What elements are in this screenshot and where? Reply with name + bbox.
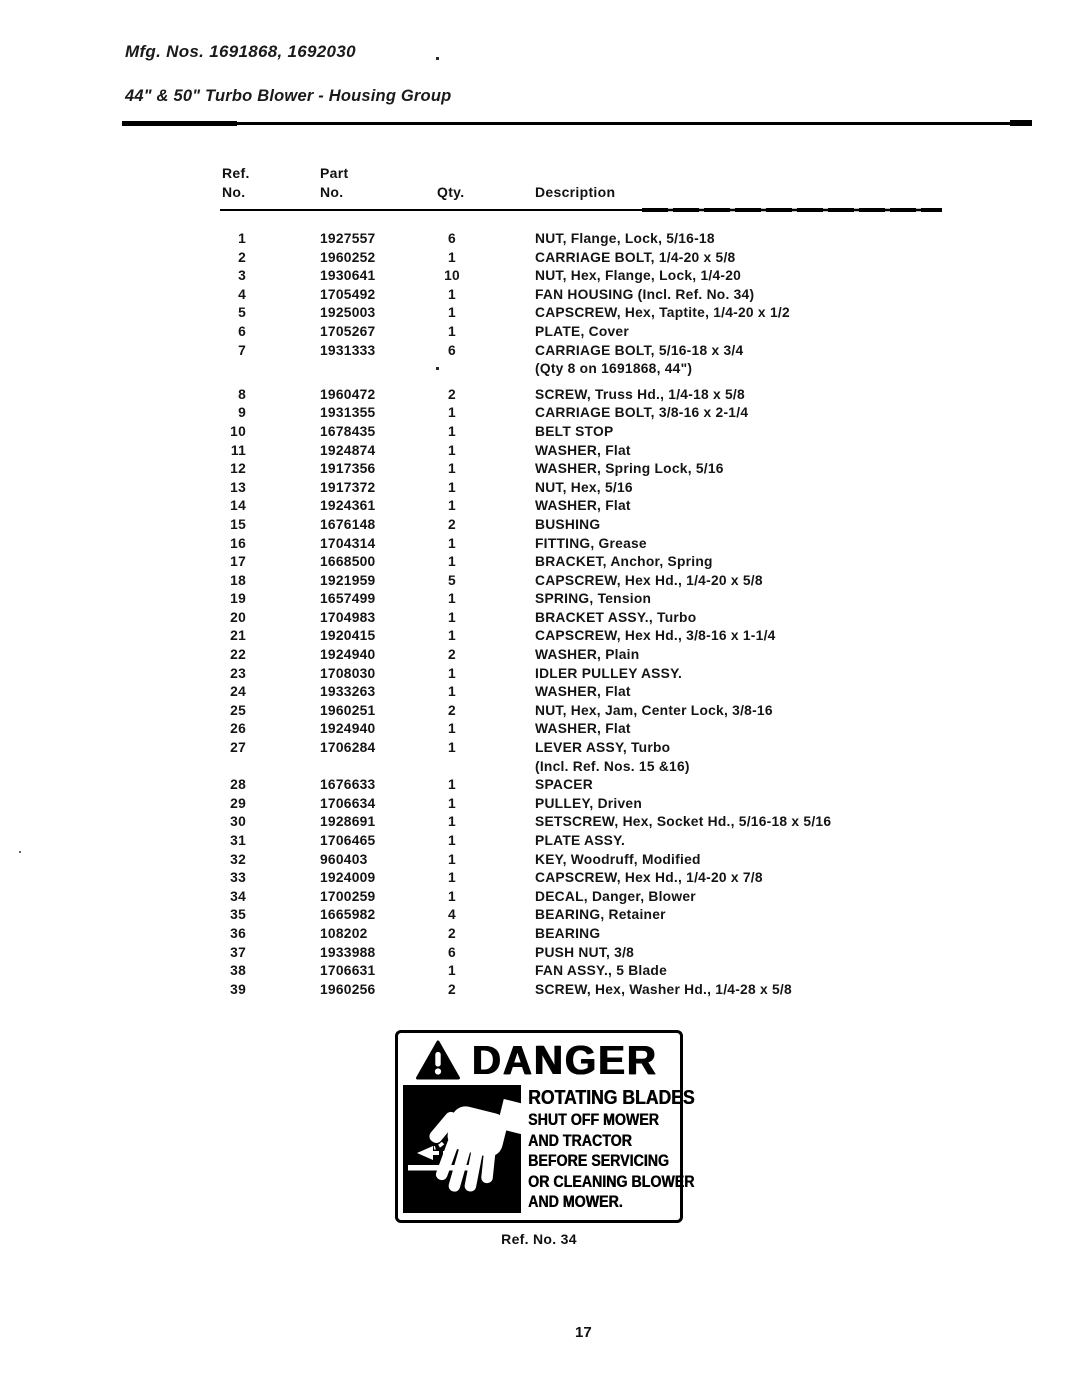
part-no-cell: 1706634 [320, 795, 376, 811]
qty-cell: 1 [448, 305, 456, 321]
description-cell: WASHER, Spring Lock, 5/16 [535, 461, 724, 477]
col-header-ref: Ref. [222, 165, 250, 181]
table-row [0, 461, 1080, 480]
part-no-cell: 1960256 [320, 981, 376, 997]
description-cell: CAPSCREW, Hex, Taptite, 1/4-20 x 1/2 [535, 305, 790, 321]
table-row [0, 424, 1080, 443]
description-cell: IDLER PULLEY ASSY. [535, 665, 683, 681]
description-cell-line2: (Incl. Ref. Nos. 15 &16) [535, 758, 690, 774]
table-row [0, 250, 1080, 269]
table-row [0, 573, 1080, 592]
ref-no-cell: 23 [230, 665, 246, 681]
ref-no-cell: 38 [230, 963, 246, 979]
description-cell: CAPSCREW, Hex Hd., 1/4-20 x 7/8 [535, 870, 763, 886]
table-row [0, 517, 1080, 536]
description-cell-line2: (Qty 8 on 1691868, 44") [535, 361, 693, 377]
page-number: 17 [575, 1324, 592, 1341]
table-row [0, 536, 1080, 555]
table-row [0, 740, 1080, 759]
description-cell: SPACER [535, 777, 593, 793]
description-cell: KEY, Woodruff, Modified [535, 851, 701, 867]
qty-cell: 2 [448, 925, 456, 941]
ref-no-cell: 28 [230, 777, 246, 793]
part-no-cell: 1704314 [320, 535, 376, 551]
table-row [0, 703, 1080, 722]
danger-warning-line: BEFORE SERVICING [528, 1152, 669, 1171]
ref-no-cell: 16 [230, 535, 246, 551]
qty-cell: 2 [448, 981, 456, 997]
danger-warning-line: AND TRACTOR [528, 1131, 632, 1150]
part-no-cell: 1960472 [320, 386, 376, 402]
qty-cell: 1 [448, 591, 456, 607]
col-header-ref-no: No. [222, 184, 246, 200]
table-row [0, 796, 1080, 815]
qty-cell: 1 [448, 609, 456, 625]
part-no-cell: 1708030 [320, 665, 376, 681]
qty-cell: 1 [448, 851, 456, 867]
table-row [0, 870, 1080, 889]
description-cell: CARRIAGE BOLT, 1/4-20 x 5/8 [535, 249, 736, 265]
table-row [0, 926, 1080, 945]
part-no-cell: 1678435 [320, 423, 376, 439]
qty-cell: 1 [448, 535, 456, 551]
description-cell: BEARING, Retainer [535, 907, 666, 923]
qty-cell: 1 [448, 628, 456, 644]
table-row [0, 498, 1080, 517]
table-row [0, 907, 1080, 926]
table-row [0, 287, 1080, 306]
description-cell: NUT, Hex, Jam, Center Lock, 3/8-16 [535, 702, 773, 718]
qty-cell: 1 [448, 442, 456, 458]
part-no-cell: 1933988 [320, 944, 376, 960]
part-no-cell: 1705492 [320, 286, 376, 302]
danger-warning-line: SHUT OFF MOWER [528, 1111, 659, 1129]
table-row [0, 721, 1080, 740]
title-divider-rule [122, 122, 1032, 125]
ref-no-cell: 10 [230, 423, 246, 439]
ref-no-cell: 25 [230, 702, 246, 718]
part-no-cell: 1706631 [320, 963, 376, 979]
ref-no-cell: 8 [238, 386, 246, 402]
qty-cell: 1 [448, 461, 456, 477]
table-row [0, 591, 1080, 610]
part-no-cell: 1960252 [320, 249, 376, 265]
qty-cell: 1 [448, 888, 456, 904]
qty-cell: 2 [448, 702, 456, 718]
part-no-cell: 1930641 [320, 268, 376, 284]
table-row [0, 982, 1080, 1001]
table-row [0, 852, 1080, 871]
description-cell: WASHER, Plain [535, 647, 640, 663]
table-row [0, 777, 1080, 796]
part-no-cell: 960403 [320, 851, 368, 867]
description-cell: NUT, Hex, Flange, Lock, 1/4-20 [535, 268, 742, 284]
qty-cell: 1 [448, 870, 456, 886]
description-cell: WASHER, Flat [535, 498, 631, 514]
part-no-cell: 1931355 [320, 405, 376, 421]
qty-cell: 1 [448, 963, 456, 979]
hand-caught-in-blade-icon [403, 1085, 521, 1213]
description-cell: CARRIAGE BOLT, 3/8-16 x 2-1/4 [535, 405, 749, 421]
description-cell: SETSCREW, Hex, Socket Hd., 5/16-18 x 5/16 [535, 814, 832, 830]
description-cell: WASHER, Flat [535, 442, 631, 458]
part-no-cell: 1706284 [320, 740, 376, 756]
danger-headline: ROTATING BLADES [528, 1087, 695, 1109]
ref-no-cell: 30 [230, 814, 246, 830]
ref-no-cell: 37 [230, 944, 246, 960]
ref-no-cell: 17 [230, 554, 246, 570]
qty-cell: 1 [448, 554, 456, 570]
ref-no-cell: 33 [230, 870, 246, 886]
table-row [0, 387, 1080, 406]
ref-no-cell: 18 [230, 572, 246, 588]
ref-no-cell: 26 [230, 721, 246, 737]
table-row [0, 480, 1080, 499]
description-cell: NUT, Hex, 5/16 [535, 479, 633, 495]
description-cell: WASHER, Flat [535, 684, 631, 700]
part-no-cell: 1925003 [320, 305, 376, 321]
part-no-cell: 1924940 [320, 721, 376, 737]
qty-cell: 1 [448, 833, 456, 848]
ref-no-cell: 19 [230, 591, 246, 607]
table-row [0, 963, 1080, 982]
table-row [0, 833, 1080, 852]
ref-no-cell: 20 [230, 609, 246, 625]
ref-no-cell: 12 [230, 461, 246, 477]
description-cell: BRACKET, Anchor, Spring [535, 554, 713, 570]
qty-cell: 1 [448, 684, 456, 700]
scan-artifact-dot [19, 851, 21, 853]
table-row [0, 666, 1080, 685]
part-no-cell: 1920415 [320, 628, 376, 644]
description-cell: CAPSCREW, Hex Hd., 3/8-16 x 1-1/4 [535, 628, 776, 644]
table-row [0, 268, 1080, 287]
ref-no-cell: 32 [230, 851, 246, 867]
description-cell: BELT STOP [535, 423, 614, 439]
col-header-description: Description [535, 184, 616, 200]
part-no-cell: 1931333 [320, 342, 376, 358]
part-no-cell: 1676148 [320, 516, 376, 532]
description-cell: PUSH NUT, 3/8 [535, 944, 635, 960]
part-no-cell: 1665982 [320, 907, 376, 923]
part-no-cell: 1928691 [320, 814, 376, 830]
qty-cell: 2 [448, 647, 456, 663]
description-cell: PLATE, Cover [535, 323, 629, 339]
table-row [0, 814, 1080, 833]
table-row [0, 628, 1080, 647]
danger-heading: DANGER [472, 1037, 659, 1083]
ref-no-cell: 36 [230, 925, 246, 941]
ref-no-cell: 4 [238, 286, 246, 302]
table-row-continuation [0, 361, 1080, 380]
qty-cell: 10 [444, 268, 460, 284]
ref-no-cell: 22 [230, 647, 246, 663]
page-title: 44" & 50" Turbo Blower - Housing Group [125, 87, 452, 105]
description-cell: FAN HOUSING (Incl. Ref. No. 34) [535, 286, 755, 302]
qty-cell: 6 [448, 342, 456, 358]
parts-table [0, 231, 1080, 1000]
danger-banner [403, 1037, 675, 1083]
table-row [0, 443, 1080, 462]
part-no-cell: 1924009 [320, 870, 376, 886]
col-header-qty: Qty. [437, 184, 465, 200]
part-no-cell: 1917356 [320, 461, 376, 477]
qty-cell: 1 [448, 721, 456, 737]
qty-cell: 1 [448, 323, 456, 339]
part-no-cell: 1705267 [320, 323, 376, 339]
table-row [0, 610, 1080, 629]
qty-cell: 1 [448, 498, 456, 514]
ref-no-cell: 31 [230, 833, 246, 848]
qty-cell: 1 [448, 665, 456, 681]
decal-ref-caption: Ref. No. 34 [501, 1231, 577, 1247]
col-header-part-no: No. [320, 184, 344, 200]
qty-cell: 1 [448, 249, 456, 265]
description-cell: WASHER, Flat [535, 721, 631, 737]
qty-cell: 2 [448, 386, 456, 402]
description-cell: SCREW, Truss Hd., 1/4-18 x 5/8 [535, 386, 745, 402]
ref-no-cell: 9 [238, 405, 246, 421]
description-cell: BEARING [535, 925, 601, 941]
part-no-cell: 1927557 [320, 231, 376, 246]
ref-no-cell: 7 [238, 342, 246, 358]
danger-body [403, 1085, 695, 1213]
table-row [0, 684, 1080, 703]
part-no-cell: 1676633 [320, 777, 376, 793]
table-row-continuation [0, 759, 1080, 778]
table-row [0, 343, 1080, 362]
danger-warning-line: AND MOWER. [528, 1193, 623, 1212]
table-row [0, 231, 1080, 250]
ref-no-cell: 24 [230, 684, 246, 700]
ref-no-cell: 1 [238, 231, 246, 246]
qty-cell: 1 [448, 814, 456, 830]
ref-no-cell: 5 [238, 305, 246, 321]
part-no-cell: 1668500 [320, 554, 376, 570]
description-cell: NUT, Flange, Lock, 5/16-18 [535, 231, 715, 246]
part-no-cell: 1917372 [320, 479, 376, 495]
part-no-cell: 1700259 [320, 888, 376, 904]
qty-cell: 5 [448, 572, 456, 588]
description-cell: SPRING, Tension [535, 591, 652, 607]
danger-decal [395, 1030, 695, 1223]
part-no-cell: 1924874 [320, 442, 376, 458]
qty-cell: 1 [448, 777, 456, 793]
description-cell: PULLEY, Driven [535, 795, 643, 811]
ref-no-cell: 39 [230, 981, 246, 997]
qty-cell: 6 [448, 231, 456, 246]
table-row [0, 647, 1080, 666]
part-no-cell: 1933263 [320, 684, 376, 700]
ref-no-cell: 11 [230, 442, 246, 458]
danger-warning-line: OR CLEANING BLOWER [528, 1172, 695, 1191]
description-cell: PLATE ASSY. [535, 833, 626, 848]
description-cell: CARRIAGE BOLT, 5/16-18 x 3/4 [535, 342, 744, 358]
part-no-cell: 1924940 [320, 647, 376, 663]
table-row [0, 889, 1080, 908]
description-cell: BUSHING [535, 516, 601, 532]
qty-cell: 1 [448, 405, 456, 421]
description-cell: SCREW, Hex, Washer Hd., 1/4-28 x 5/8 [535, 981, 792, 997]
danger-warning-lines [528, 1110, 721, 1213]
description-cell: BRACKET ASSY., Turbo [535, 609, 697, 625]
ref-no-cell: 29 [230, 795, 246, 811]
table-row [0, 554, 1080, 573]
scan-artifact-dot [436, 367, 439, 370]
qty-cell: 4 [448, 907, 456, 923]
ref-no-cell: 35 [230, 907, 246, 923]
ref-no-cell: 34 [230, 888, 246, 904]
ref-no-cell: 2 [238, 249, 246, 265]
table-row [0, 324, 1080, 343]
part-no-cell: 1924361 [320, 498, 376, 514]
part-no-cell: 108202 [320, 925, 368, 941]
part-no-cell: 1921959 [320, 572, 376, 588]
ref-no-cell: 6 [238, 323, 246, 339]
table-row [0, 305, 1080, 324]
ref-no-cell: 27 [230, 740, 246, 756]
qty-cell: 6 [448, 944, 456, 960]
qty-cell: 1 [448, 740, 456, 756]
part-no-cell: 1960251 [320, 702, 376, 718]
qty-cell: 1 [448, 286, 456, 302]
danger-warning-text [521, 1085, 721, 1213]
table-row [0, 405, 1080, 424]
description-cell: FAN ASSY., 5 Blade [535, 963, 668, 979]
table-row [0, 945, 1080, 964]
qty-cell: 1 [448, 795, 456, 811]
ref-no-cell: 14 [230, 498, 246, 514]
part-no-cell: 1657499 [320, 591, 376, 607]
ref-no-cell: 15 [230, 516, 246, 532]
part-no-cell: 1704983 [320, 609, 376, 625]
mfg-numbers-line: Mfg. Nos. 1691868, 1692030 [125, 42, 356, 61]
description-cell: LEVER ASSY, Turbo [535, 740, 671, 756]
description-cell: CAPSCREW, Hex Hd., 1/4-20 x 5/8 [535, 572, 763, 588]
qty-cell: 1 [448, 423, 456, 439]
scan-artifact-dot [436, 57, 439, 60]
ref-no-cell: 13 [230, 479, 246, 495]
qty-cell: 1 [448, 479, 456, 495]
ref-no-cell: 3 [238, 268, 246, 284]
col-header-part: Part [320, 165, 349, 181]
table-header-rule [220, 209, 942, 211]
part-no-cell: 1706465 [320, 833, 376, 848]
description-cell: DECAL, Danger, Blower [535, 888, 696, 904]
description-cell: FITTING, Grease [535, 535, 647, 551]
qty-cell: 2 [448, 516, 456, 532]
ref-no-cell: 21 [230, 628, 246, 644]
warning-triangle-icon [416, 1040, 460, 1080]
